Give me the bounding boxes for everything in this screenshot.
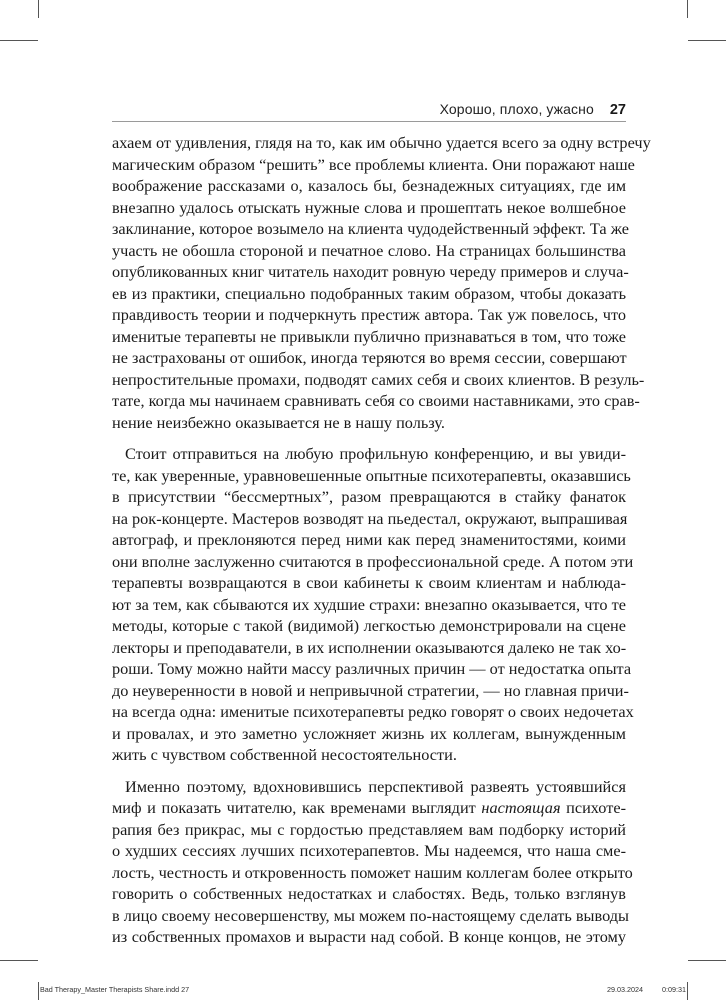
text-line: нение неизбежно оказывается не в нашу пользу. (112, 412, 445, 432)
text-line: лекторы и преподаватели, в их исполнении оказываются далеко не так хо- (112, 637, 627, 657)
footer-date: 29.03.2024 (607, 985, 643, 994)
text-line: терапевты возвращаются в свои кабинеты к своим клиентам и наблюда- (112, 573, 626, 592)
header-rule (112, 121, 626, 122)
crop-mark (38, 982, 39, 1000)
crop-mark (687, 0, 688, 18)
text-line: методы, которые с такой (видимой) легкостью демонстрировали на сцене (112, 616, 626, 635)
text-line: рапия без прикрас, мы с гордостью представляем вам подборку историй (112, 819, 626, 839)
page-number: 27 (609, 102, 626, 118)
text-line: ахаем от удивления, глядя на то, как им обычно удается всего за одну встречу (112, 133, 651, 152)
crop-mark (0, 960, 38, 961)
crop-mark (0, 40, 38, 41)
text-line: автограф, и преклоняются перед ними как перед знаменитостями, коими (112, 530, 626, 549)
paragraph (112, 443, 634, 766)
text-line: говорить о собственных недостатках и слабостях. Ведь, только взглянув (112, 884, 626, 903)
footer-time: 0:09:31 (662, 985, 686, 994)
paragraph (112, 776, 633, 948)
text-line: Стоит отправиться на любую профильную конференцию, и вы увиди- (125, 444, 626, 463)
running-title: Хорошо, плохо, ужасно (439, 101, 594, 117)
running-header (112, 101, 626, 118)
text-segment: психоте- (560, 798, 626, 817)
text-line: они вполне заслуженно считаются в профессиональной среде. А потом эти (112, 551, 634, 571)
text-line: жить с чувством собственной несостоятельности. (112, 745, 457, 764)
text-line: внезапно удалось отыскать нужные слова и прошептать некое волшебное (112, 197, 626, 217)
text-line: непростительные промахи, подводят самих себя и своих клиентов. В резуль- (112, 369, 645, 389)
text-line: именитые терапевты не привыкли публично признаваться в том, что тоже (112, 326, 626, 346)
text-line: в присутствии “бессмертных”, разом превращаются в стайку фанаток (112, 487, 626, 506)
text-line: о худших сессиях лучших психотерапевтов. Мы надеемся, что наша сме- (112, 841, 626, 860)
text-line: ев из практики, специально подобранных таким образом, чтобы доказать (112, 283, 626, 303)
crop-mark (687, 982, 688, 1000)
text-line: воображение рассказами о, казалось бы, безнадежных ситуациях, где им (112, 176, 626, 195)
text-line: не застрахованы от ошибок, иногда теряются во время сессии, совершают (112, 348, 627, 367)
text-line: до неуверенности в новой и непривычной стратегии, — но главная причи- (112, 680, 629, 700)
text-line: роши. Тому можно найти массу различных причин — от недостатка опыта (112, 659, 632, 678)
crop-mark (688, 40, 726, 41)
italic-word: настоящая (481, 798, 561, 817)
text-line: лость, честность и откровенность поможет нашим коллегам более открыто (112, 862, 633, 882)
text-line: Именно поэтому, вдохновившись перспективой развеять устоявшийся (125, 776, 626, 796)
text-line: магическим образом “решить” все проблемы клиента. Они поражают наше (112, 154, 635, 174)
body-text (112, 132, 651, 948)
crop-mark (38, 0, 39, 18)
text-line: на рок-концерте. Мастеров возводят на пьедестал, окружают, выпрашивая (112, 508, 628, 528)
footer-file: Bad Therapy_Master Therapists Share.indd 27 (40, 985, 190, 994)
paragraph (112, 132, 651, 433)
text-line: из собственных промахов и вырасти над собой. В конце концов, не этому (112, 927, 626, 946)
text-line: и провалах, и это заметно усложняет жизнь их коллегам, вынужденным (112, 723, 626, 743)
text-line (112, 797, 626, 819)
text-line: те, как уверенные, уравновешенные опытные психотерапевты, оказавшись (112, 465, 631, 485)
text-segment: миф и показать читателю, как временами выглядит (112, 798, 482, 817)
text-line: участь не обошла стороной и печатное слово. На страницах большинства (112, 240, 626, 260)
text-line: опубликованных книг читатель находит ровную череду примеров и случа- (112, 262, 629, 281)
text-line: тате, когда мы начинаем сравнивать себя со своими наставниками, это срав- (112, 391, 640, 410)
text-line: заклинание, которое возымело на клиента чудодейственный эффект. Та же (112, 219, 629, 238)
text-line: на всегда одна: именитые психотерапевты редко говорят о своих недочетах (112, 702, 634, 721)
crop-mark (688, 960, 726, 961)
text-line: правдивость теории и подчеркнуть престиж автора. Так уж повелось, что (112, 305, 626, 324)
text-line: ют за тем, как сбываются их худшие страхи: внезапно оказывается, что те (112, 594, 626, 614)
text-line: в лицо своему несовершенству, мы можем по-настоящему сделать выводы (112, 905, 629, 925)
